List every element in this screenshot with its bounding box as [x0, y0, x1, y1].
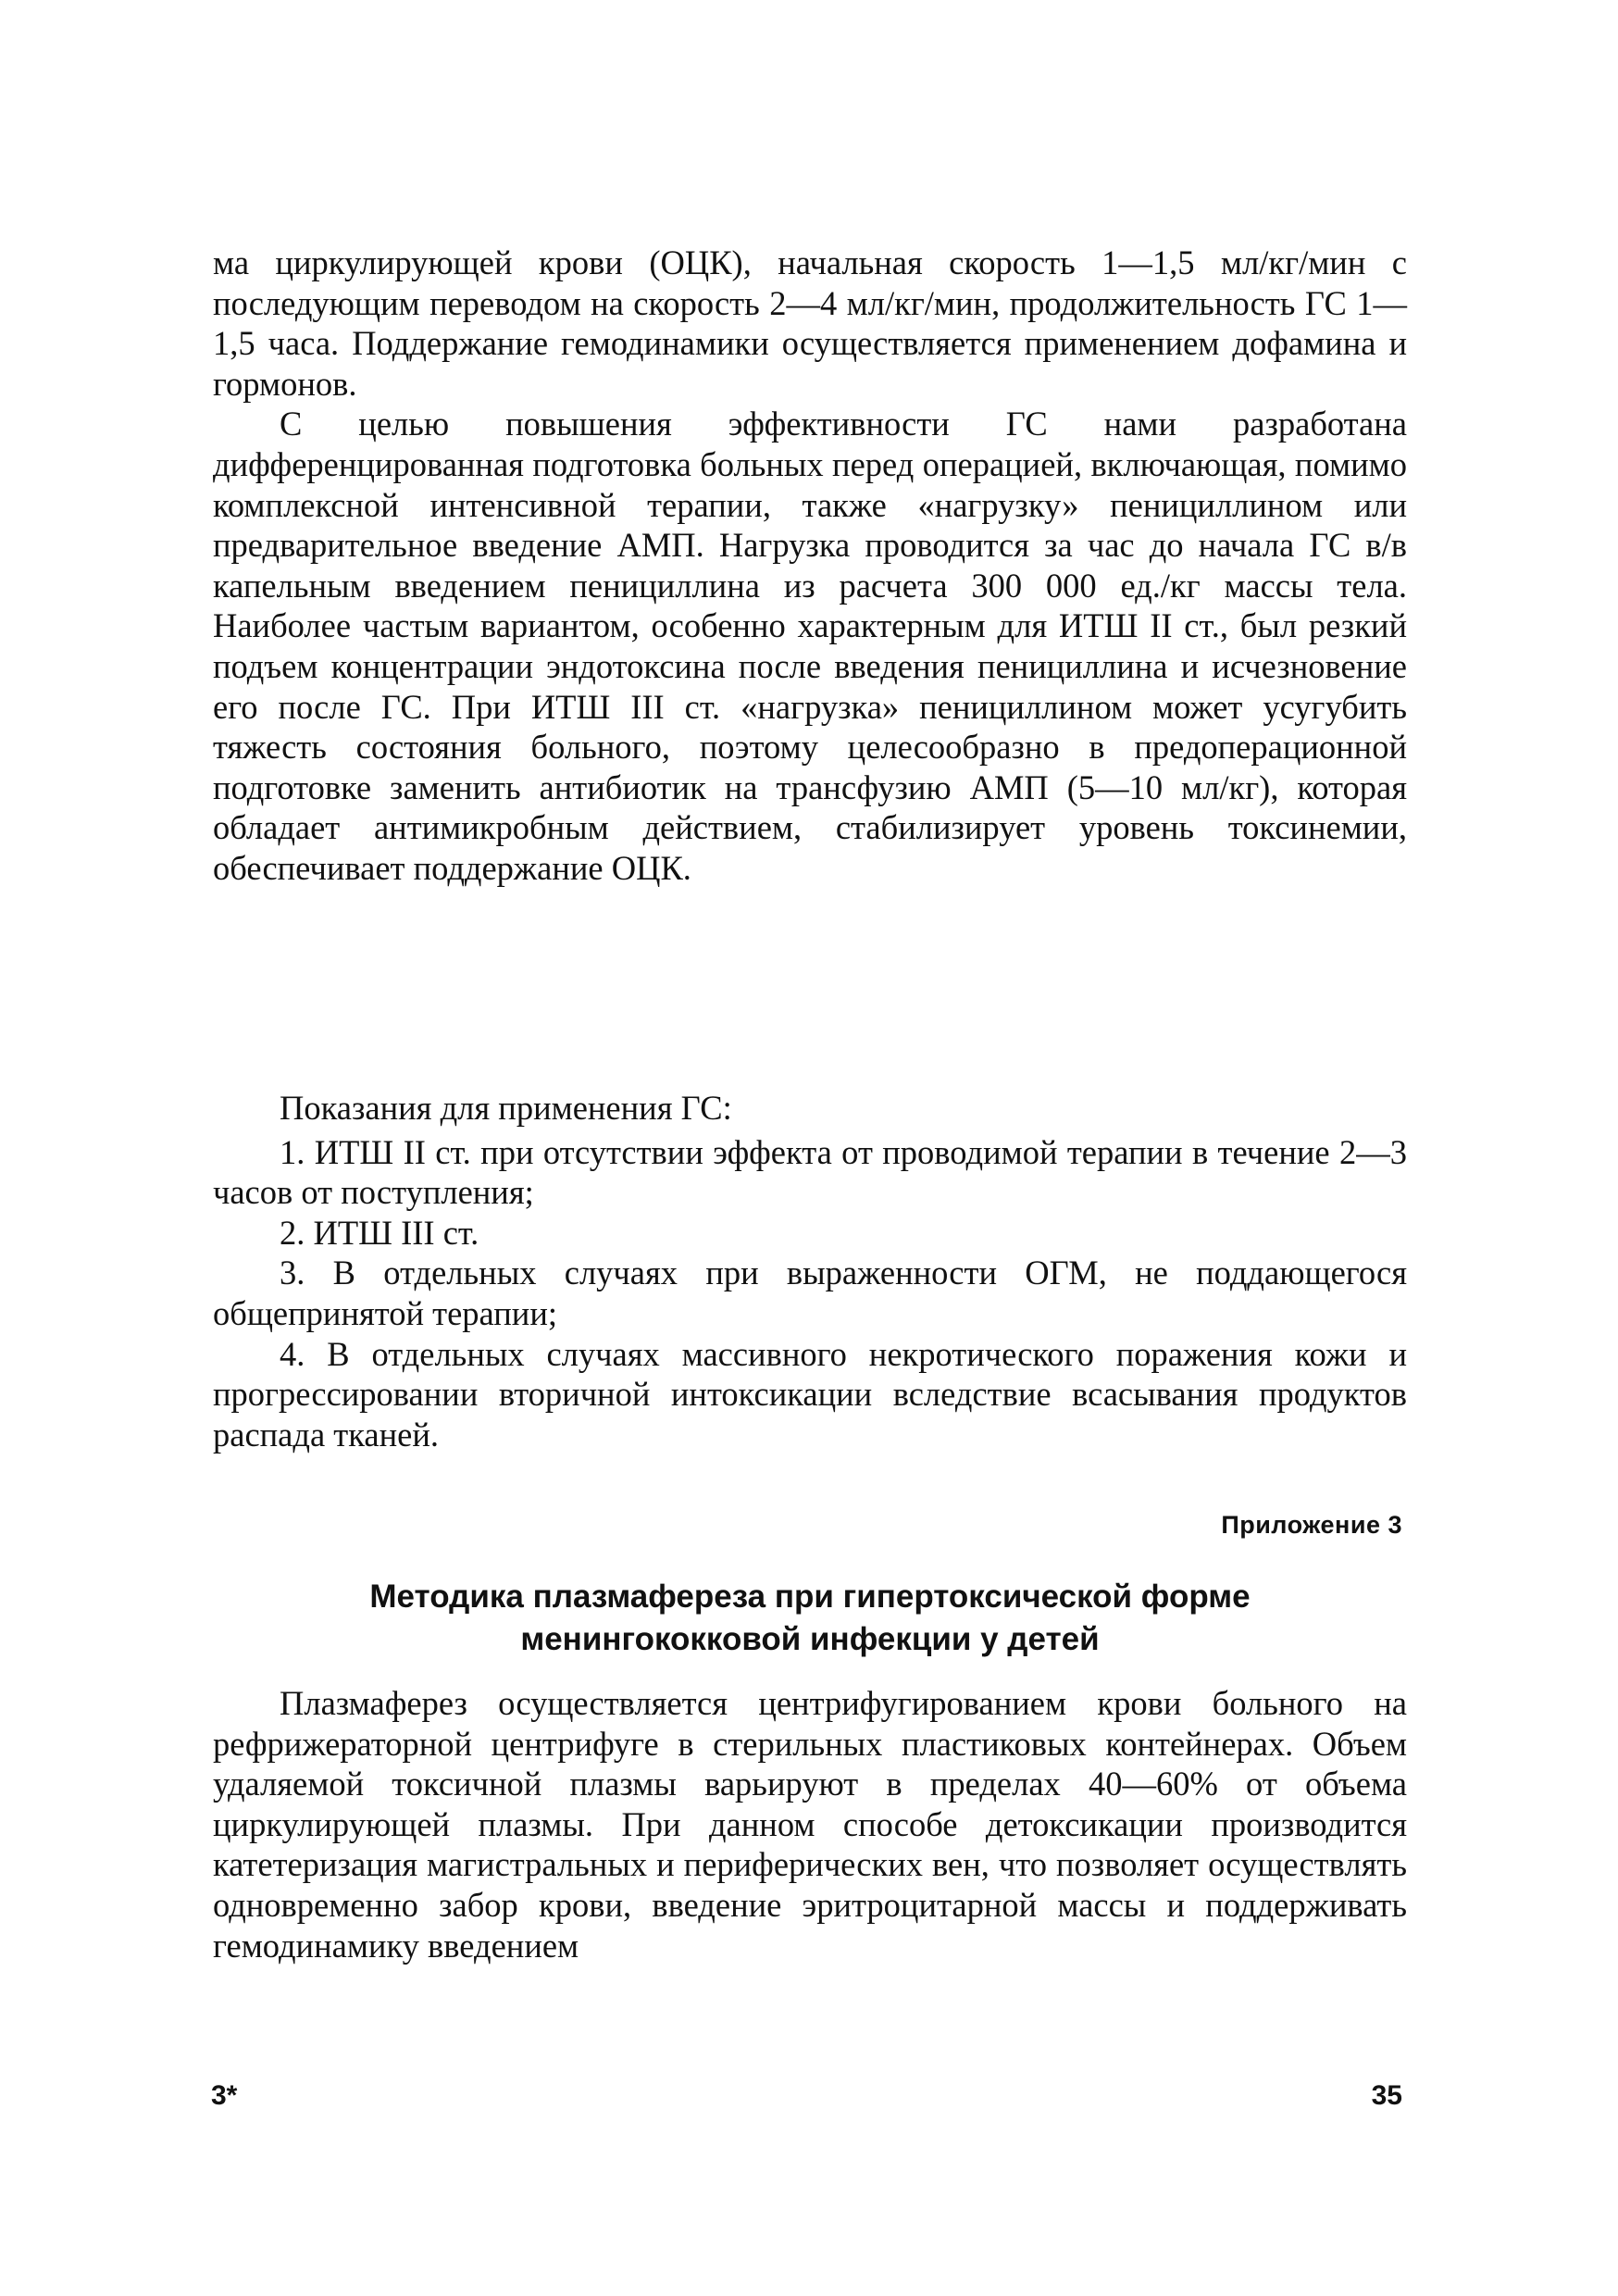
indications-title: Показания для применения ГС: [280, 1089, 732, 1127]
paragraph-plasmapheresis: Плазмаферез осуществляется центрифугированием крови больного на рефрижераторной центрифуге в стерильных пластиковых контейнерах. Объем удаляемой токсичной плазмы варьируют в пределах 40—60% от объема циркулирующей плазмы. При данном способе детоксикации производится катетеризация магистральных и периферических вен, что позволяет осуществлять одновременно забор крови, введение эритроцитарной массы и поддерживать гемодинамику введением [213, 1684, 1407, 1965]
indication-item-3: 3. В отдельных случаях при выраженности ОГМ, не поддающегося общепринятой терапии; [213, 1254, 1407, 1332]
signature-mark: 3* [211, 2080, 238, 2111]
text-block-top [213, 243, 1407, 889]
section-title-line-1: Методика плазмафереза при гипертоксической форме [369, 1578, 1251, 1615]
indication-item-4: 4. В отдельных случаях массивного некротического поражения кожи и прогрессировании вторичной интоксикации вследствие всасывания продуктов распада тканей. [213, 1334, 1407, 1454]
page-number: 35 [1371, 2080, 1402, 2111]
indications-list [213, 1088, 1407, 1454]
appendix-label: Приложение 3 [1221, 1511, 1402, 1539]
paragraph-continuation: ма циркулирующей крови (ОЦК), начальная скорость 1—1,5 мл/кг/мин с последующим переводом на скорость 2—4 мл/кг/мин, продолжительность ГС 1—1,5 часа. Поддержание гемодинамики осуществляется применением дофамина и гормонов. [213, 243, 1407, 403]
text-block-plasmapheresis [213, 1683, 1407, 1965]
section-title-line-2: менингококковой инфекции у детей [520, 1621, 1100, 1657]
indication-item-2: 2. ИТШ III ст. [280, 1213, 479, 1252]
indication-item-1: 1. ИТШ II ст. при отсутствии эффекта от проводимой терапии в течение 2—3 часов от поступления; [213, 1132, 1407, 1212]
paragraph-preparation: С целью повышения эффективности ГС нами разработана дифференцированная подготовка больных перед операцией, включающая, помимо комплексной интенсивной терапии, также «нагрузку» пенициллином или предварительное введение АМП. Нагрузка проводится за час до начала ГС в/в капельным введением пенициллина из расчета 300 000 ед./кг массы тела. Наиболее частым вариантом, особенно характерным для ИТШ II ст., был резкий подъем концентрации эндотоксина после введения пенициллина и исчезновение его после ГС. При ИТШ III ст. «нагрузка» пенициллином может усугубить тяжесть состояния больного, поэтому целесообразно в предоперационной подготовке заменить антибиотик на трансфузию АМП (5—10 мл/кг), которая обладает антимикробным действием, стабилизирует уровень токсинемии, обеспечивает поддержание ОЦК. [213, 405, 1407, 887]
section-title [213, 1576, 1407, 1661]
